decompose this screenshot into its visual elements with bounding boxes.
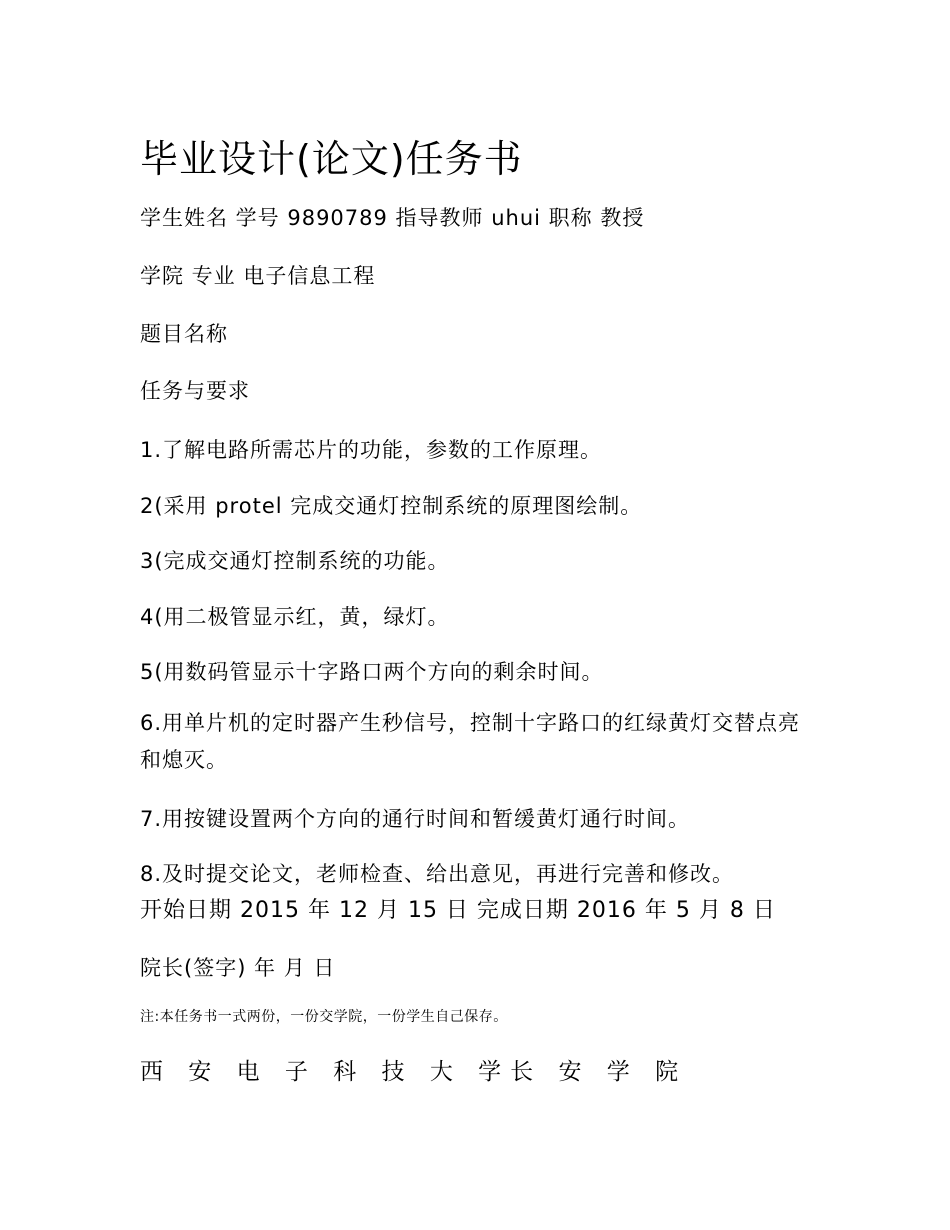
task-item-7: 7.用按键设置两个方向的通行时间和暂缓黄灯通行时间。	[140, 807, 691, 831]
task-item-6: 6.用单片机的定时器产生秒信号，控制十字路口的红绿黄灯交替点亮和熄灭。	[140, 711, 801, 772]
document-title: 毕业设计(论文)任务书	[140, 137, 523, 181]
topic-name-label: 题目名称	[140, 322, 228, 346]
date-line: 开始日期 2015 年 12 月 15 日 完成日期 2016 年 5 月 8 日	[140, 898, 776, 923]
task-item-3: 3(完成交通灯控制系统的功能。	[140, 549, 450, 573]
school-name: 西 安 电 子 科 技 大 学长 安 学 院	[140, 1059, 688, 1085]
footnote: 注:本任务书一式两份，一份交学院，一份学生自己保存。	[140, 1009, 508, 1025]
student-info-line: 学生姓名 学号 9890789 指导教师 uhui 职称 教授	[140, 206, 645, 230]
task-item-8: 8.及时提交论文，老师检查、给出意见，再进行完善和修改。	[140, 862, 735, 886]
task-item-4: 4(用二极管显示红，黄，绿灯。	[140, 605, 450, 629]
tasks-heading: 任务与要求	[140, 379, 250, 403]
task-item-2: 2(采用 protel 完成交通灯控制系统的原理图绘制。	[140, 494, 643, 518]
signature-line: 院长(签字) 年 月 日	[140, 956, 336, 980]
task-item-1: 1.了解电路所需芯片的功能，参数的工作原理。	[140, 438, 603, 462]
college-major-line: 学院 专业 电子信息工程	[140, 264, 376, 288]
task-item-5: 5(用数码管显示十字路口两个方向的剩余时间。	[140, 660, 604, 684]
